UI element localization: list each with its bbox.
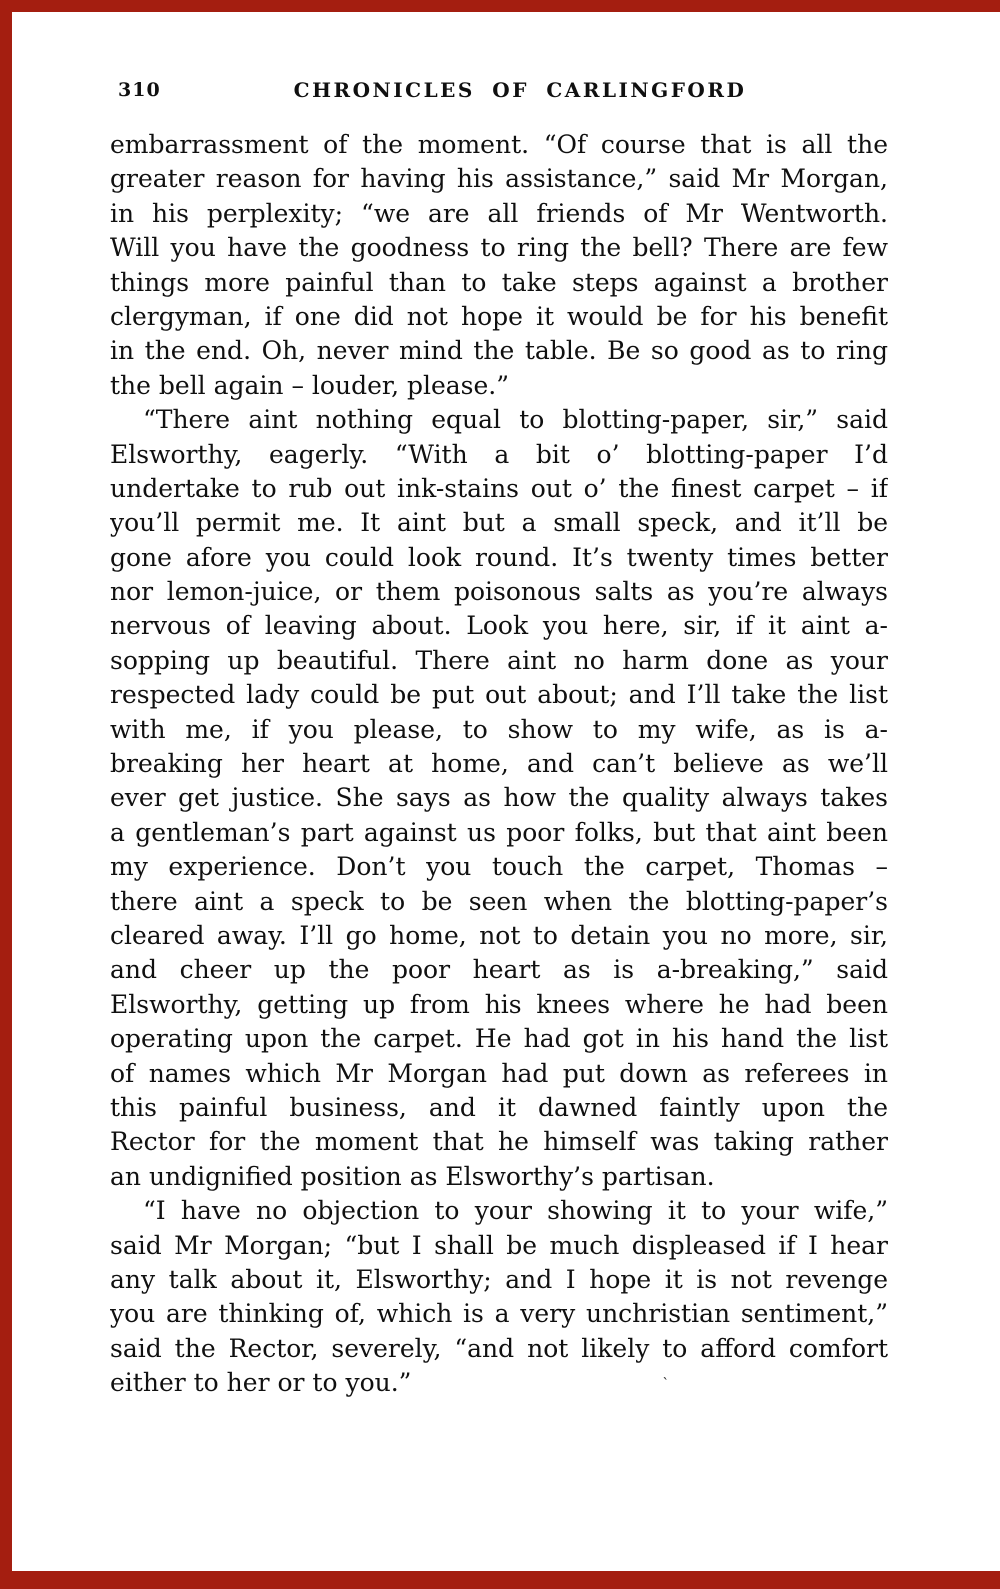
page-body: [110, 128, 888, 1400]
text-line: breaking her heart at home, and can’t believe as we’ll: [110, 749, 888, 779]
text-line: nervous of leaving about. Look you here, sir, if it aint a-: [110, 611, 888, 641]
text-line: with me, if you please, to show to my wife, as is a-: [110, 714, 888, 744]
text-line: Elsworthy, eagerly. “With a bit o’ blotting-paper I’d: [110, 439, 888, 469]
text-line: “There aint nothing equal to blotting-paper, sir,” said: [143, 405, 888, 435]
page-header: [110, 78, 930, 106]
running-title: CHRONICLES OF CARLINGFORD: [293, 78, 747, 102]
text-line: things more painful than to take steps against a brother: [110, 267, 888, 297]
text-line: of names which Mr Morgan had put down as referees in: [110, 1058, 888, 1088]
text-line: Will you have the goodness to ring the bell? There are few: [110, 233, 888, 263]
text-line: “I have no objection to your showing it to your wife,”: [143, 1196, 888, 1226]
text-line: said the Rector, severely, “and not likely to afford comfort: [110, 1333, 888, 1363]
text-line: a gentleman’s part against us poor folks, but that aint been: [110, 817, 888, 847]
page-number: 310: [118, 79, 161, 101]
text-line: nor lemon-juice, or them poisonous salts as you’re always: [110, 577, 888, 607]
text-line: an undignified position as Elsworthy’s partisan.: [110, 1161, 715, 1191]
text-line: any talk about it, Elsworthy; and I hope it is not revenge: [110, 1264, 888, 1294]
text-line: the bell again – louder, please.”: [110, 370, 510, 400]
text-line: either to her or to you.”: [110, 1368, 412, 1398]
text-line: cleared away. I’ll go home, not to detain you no more, sir,: [110, 920, 888, 950]
text-line: my experience. Don’t you touch the carpet, Thomas –: [110, 852, 888, 882]
text-line: and cheer up the poor heart as is a-breaking,” said: [110, 955, 888, 985]
scan-edge-left: [0, 0, 12, 1589]
scan-edge-bottom: [0, 1571, 1000, 1589]
text-line: you are thinking of, which is a very unchristian sentiment,”: [110, 1299, 888, 1329]
text-line: greater reason for having his assistance,” said Mr Morgan,: [110, 164, 888, 194]
stray-scan-mark: ‵: [662, 1373, 669, 1393]
text-line: undertake to rub out ink-stains out o’ the finest carpet – if: [110, 473, 888, 503]
text-line: ever get justice. She says as how the quality always takes: [110, 783, 888, 813]
text-line: Rector for the moment that he himself was taking rather: [110, 1127, 888, 1157]
text-line: clergyman, if one did not hope it would be for his benefit: [110, 301, 888, 331]
text-line: operating upon the carpet. He had got in his hand the list: [110, 1024, 888, 1054]
text-line: gone afore you could look round. It’s twenty times better: [110, 542, 888, 572]
text-line: respected lady could be put out about; and I’ll take the list: [110, 680, 888, 710]
text-line: said Mr Morgan; “but I shall be much displeased if I hear: [110, 1230, 888, 1260]
text-line: sopping up beautiful. There aint no harm done as your: [110, 645, 888, 675]
text-line: there aint a speck to be seen when the blotting-paper’s: [110, 886, 888, 916]
text-line: Elsworthy, getting up from his knees where he had been: [110, 989, 888, 1019]
text-line: embarrassment of the moment. “Of course that is all the: [110, 130, 888, 159]
text-line: this painful business, and it dawned faintly upon the: [110, 1092, 888, 1122]
text-line: in his perplexity; “we are all friends of Mr Wentworth.: [110, 198, 888, 228]
scan-edge-top: [0, 0, 1000, 12]
text-line: you’ll permit me. It aint but a small speck, and it’ll be: [110, 508, 888, 538]
text-line: in the end. Oh, never mind the table. Be so good as to ring: [110, 336, 888, 366]
